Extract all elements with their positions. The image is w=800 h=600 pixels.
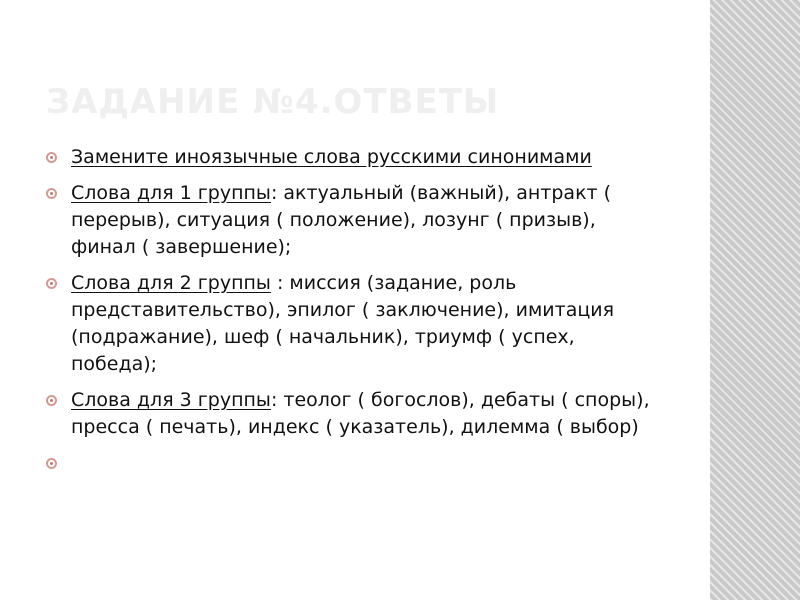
circle-bullet-icon [46,152,57,163]
bullet-list [46,144,666,486]
slide-title: ЗАДАНИЕ №4.ОТВЕТЫ [46,82,500,122]
item-text: : актуальный (важный), антракт ( перерыв), ситуация ( положение), лозунг ( призыв), финал ( завершение); [71,182,612,258]
decorative-side-band [710,0,800,600]
item-text [71,452,77,474]
list-item [46,270,666,378]
circle-bullet-icon [46,188,57,199]
item-text: : теолог ( богослов), дебаты ( споры), пресса ( печать), индекс ( указатель), дилемма ( выбор) [71,389,650,438]
item-text: : миссия (задание, роль представительство), эпилог ( заключение), имитация (подражание), шеф ( начальник), триумф ( успех, победа); [71,272,615,375]
list-item [46,180,666,261]
circle-bullet-icon [46,278,57,289]
item-label: Слова для 2 группы [71,272,271,294]
circle-bullet-icon [46,395,57,406]
item-label: Замените иноязычные слова русскими синонимами [71,146,592,168]
list-item [46,387,666,441]
circle-bullet-icon [46,458,57,469]
item-label: Слова для 3 группы [71,389,271,411]
list-item [46,144,666,171]
item-label: Слова для 1 группы [71,182,271,204]
list-item-empty [46,450,666,477]
